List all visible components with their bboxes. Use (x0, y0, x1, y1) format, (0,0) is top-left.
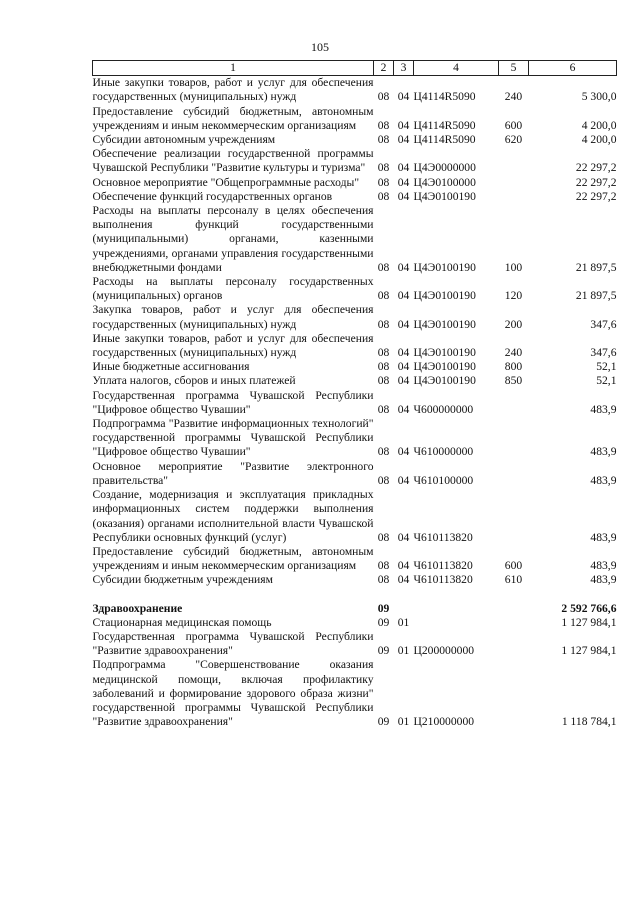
row-name: Расходы на выплаты персоналу государственных (муниципальных) органов (92, 275, 374, 303)
row-pr: 04 (397, 530, 410, 544)
table-row (93, 275, 617, 303)
row-name: Закупка товаров, работ и услуг для обеспечения государственных (муниципальных) нужд (92, 303, 374, 331)
row-csr: Ч610100000 (413, 473, 474, 487)
row-csr: Ц4Э0100190 (413, 346, 476, 360)
row-pr: 01 (397, 644, 410, 658)
row-vr: 200 (504, 317, 523, 331)
row-rz: 08 (377, 161, 390, 175)
row-pr: 04 (397, 445, 410, 459)
row-vr (499, 147, 529, 175)
row-name: Расходы на выплаты персоналу в целях обеспечения выполнения функций государственными (муниципальными) органами, казенными учреждениями, органами управления государственными внебюджетными фондами (92, 204, 374, 274)
row-pr: 01 (397, 615, 410, 629)
row-pr: 04 (397, 118, 410, 132)
row-csr: Ц4Э0100190 (413, 317, 476, 331)
column-header: 4 (414, 61, 499, 76)
column-header: 6 (529, 61, 617, 76)
row-csr: Ц4Э0000000 (413, 161, 476, 175)
row-amount: 1 118 784,1 (561, 715, 617, 729)
row-amount: 483,9 (590, 473, 617, 487)
row-rz: 08 (377, 289, 390, 303)
row-amount: 483,9 (590, 530, 617, 544)
table-row (93, 616, 617, 630)
row-csr: Ч610000000 (413, 445, 474, 459)
row-name: Субсидии автономным учреждениям (92, 133, 276, 147)
row-rz: 08 (377, 559, 390, 573)
row-amount: 347,6 (590, 317, 617, 331)
page-number: 105 (311, 40, 329, 54)
row-name: Иные бюджетные ассигнования (92, 360, 250, 374)
row-csr: Ц4Э0100190 (413, 260, 476, 274)
row-amount: 347,6 (590, 346, 617, 360)
column-header: 3 (394, 61, 414, 76)
column-header: 1 (93, 61, 374, 76)
row-rz: 09 (377, 615, 390, 629)
row-pr: 04 (397, 289, 410, 303)
table-row (93, 105, 617, 133)
row-name: Уплата налогов, сборов и иных платежей (92, 374, 296, 388)
column-header: 2 (374, 61, 394, 76)
table-row (93, 190, 617, 204)
row-rz: 08 (377, 189, 390, 203)
row-name: Основное мероприятие "Развитие электронного правительства" (92, 459, 374, 487)
row-vr: 620 (504, 133, 523, 147)
table-row (93, 630, 617, 658)
row-amount: 483,9 (590, 445, 617, 459)
row-rz: 08 (377, 374, 390, 388)
row-pr: 01 (397, 715, 410, 729)
row-name: Государственная программа Чувашской Республики "Цифровое общество Чувашии" (92, 388, 374, 416)
row-vr (499, 190, 529, 204)
row-vr (499, 488, 529, 545)
table-row (93, 332, 617, 360)
row-vr (499, 389, 529, 417)
row-csr: Ц210000000 (413, 715, 475, 729)
row-vr: 600 (504, 559, 523, 573)
table-row (93, 374, 617, 388)
row-csr: Ч600000000 (413, 402, 474, 416)
row-rz: 08 (377, 573, 390, 587)
row-rz: 08 (377, 445, 390, 459)
row-pr: 04 (397, 374, 410, 388)
row-rz: 09 (377, 715, 390, 729)
section-rz: 09 (377, 601, 390, 615)
row-amount: 483,9 (590, 559, 617, 573)
row-amount: 483,9 (590, 402, 617, 416)
row-csr: Ч610113820 (413, 559, 473, 573)
row-csr: Ц4114R5090 (413, 90, 476, 104)
table-row (93, 133, 617, 147)
row-name: Предоставление субсидий бюджетным, автономным учреждениям и иным некоммерческим организациям (92, 544, 374, 573)
row-name: Основное мероприятие "Общепрограммные расходы" (92, 175, 360, 189)
row-name: Стационарная медицинская помощь (92, 615, 272, 629)
row-amount: 5 300,0 (581, 90, 617, 104)
row-csr: Ч610113820 (413, 530, 473, 544)
row-amount: 22 297,2 (575, 189, 617, 203)
row-pr: 04 (397, 317, 410, 331)
table-row (93, 658, 617, 729)
row-pr: 04 (397, 360, 410, 374)
row-name: Обеспечение реализации государственной программы Чувашской Республики "Развитие культуры и туризма" (92, 147, 374, 175)
row-csr: Ц200000000 (413, 644, 475, 658)
row-csr: Ц4Э0100190 (413, 360, 476, 374)
row-pr: 04 (397, 260, 410, 274)
row-csr: Ц4114R5090 (413, 118, 476, 132)
row-rz: 08 (377, 346, 390, 360)
row-pr: 04 (397, 161, 410, 175)
section-name: Здравоохранение (92, 601, 183, 615)
row-name: Государственная программа Чувашской Республики "Развитие здравоохранения" (92, 629, 374, 658)
row-rz: 08 (377, 360, 390, 374)
row-amount: 21 897,5 (575, 289, 617, 303)
row-vr (499, 460, 529, 488)
row-amount: 52,1 (596, 374, 617, 388)
row-vr (499, 630, 529, 658)
table-row (93, 204, 617, 275)
row-pr: 04 (397, 346, 410, 360)
budget-table (92, 60, 617, 729)
table-row (93, 360, 617, 374)
row-rz: 08 (377, 260, 390, 274)
row-csr: Ц4Э0100190 (413, 289, 476, 303)
row-amount: 483,9 (590, 573, 617, 587)
row-vr: 600 (504, 118, 523, 132)
table-row (93, 389, 617, 417)
row-amount: 22 297,2 (575, 161, 617, 175)
row-rz: 08 (377, 90, 390, 104)
row-rz: 09 (377, 644, 390, 658)
table-row (93, 76, 617, 105)
column-header: 5 (499, 61, 529, 76)
row-pr: 04 (397, 189, 410, 203)
row-name: Иные закупки товаров, работ и услуг для обеспечения государственных (муниципальных) нужд (92, 331, 374, 360)
row-rz: 08 (377, 175, 390, 189)
row-vr (499, 616, 529, 630)
row-vr (499, 176, 529, 190)
row-pr: 04 (397, 133, 410, 147)
row-name: Создание, модернизация и эксплуатация прикладных информационных систем поддержки выполнения (оказания) органами исполнительной власти Чувашской Республики основных функций (услуг) (92, 488, 374, 544)
row-name: Подпрограмма "Развитие информационных технологий" государственной программы Чувашской Республики "Цифровое общество Чувашии" (92, 417, 374, 459)
row-vr (499, 417, 529, 460)
row-pr: 04 (397, 402, 410, 416)
row-rz: 08 (377, 530, 390, 544)
table-row (93, 488, 617, 545)
row-name: Предоставление субсидий бюджетным, автономным учреждениям и иным некоммерческим организациям (92, 104, 374, 132)
row-vr (499, 658, 529, 729)
row-vr: 610 (504, 573, 523, 587)
row-name: Иные закупки товаров, работ и услуг для обеспечения государственных (муниципальных) нужд (92, 76, 374, 104)
section-amount: 2 592 766,6 (561, 601, 617, 615)
row-pr: 04 (397, 473, 410, 487)
row-csr: Ч610113820 (413, 573, 473, 587)
row-amount: 21 897,5 (575, 260, 617, 274)
row-csr (414, 616, 499, 630)
row-vr: 100 (504, 260, 523, 274)
row-name: Субсидии бюджетным учреждениям (92, 573, 273, 587)
row-amount: 4 200,0 (581, 133, 617, 147)
row-amount: 4 200,0 (581, 118, 617, 132)
row-rz: 08 (377, 317, 390, 331)
row-pr: 04 (397, 90, 410, 104)
row-pr: 04 (397, 573, 410, 587)
row-csr: Ц4114R5090 (413, 133, 476, 147)
row-pr: 04 (397, 175, 410, 189)
row-csr: Ц4Э0100000 (413, 175, 476, 189)
row-pr: 04 (397, 559, 410, 573)
row-vr: 240 (504, 90, 523, 104)
row-amount: 52,1 (596, 360, 617, 374)
section-row (93, 602, 617, 616)
table-row (93, 303, 617, 331)
row-csr: Ц4Э0100190 (413, 374, 476, 388)
row-amount: 22 297,2 (575, 175, 617, 189)
row-vr: 800 (504, 360, 523, 374)
row-csr: Ц4Э0100190 (413, 189, 476, 203)
row-amount: 1 127 984,1 (561, 644, 617, 658)
row-rz: 08 (377, 133, 390, 147)
table-row (93, 460, 617, 488)
row-vr: 850 (504, 374, 523, 388)
header-row (93, 61, 617, 76)
row-vr: 240 (504, 346, 523, 360)
row-name: Подпрограмма "Совершенствование оказания медицинской помощи, включая профилактику заболеваний и формирование здорового образа жизни" государственной программы Чувашской Республики "Развитие здравоохранения" (92, 658, 374, 729)
table-row (93, 417, 617, 460)
row-amount: 1 127 984,1 (561, 615, 617, 629)
spacer-row (93, 588, 617, 602)
row-rz: 08 (377, 402, 390, 416)
row-vr: 120 (504, 289, 523, 303)
row-rz: 08 (377, 118, 390, 132)
table-row (93, 545, 617, 573)
row-name: Обеспечение функций государственных органов (92, 189, 333, 203)
table-row (93, 573, 617, 587)
table-row (93, 176, 617, 190)
table-row (93, 147, 617, 175)
row-rz: 08 (377, 473, 390, 487)
